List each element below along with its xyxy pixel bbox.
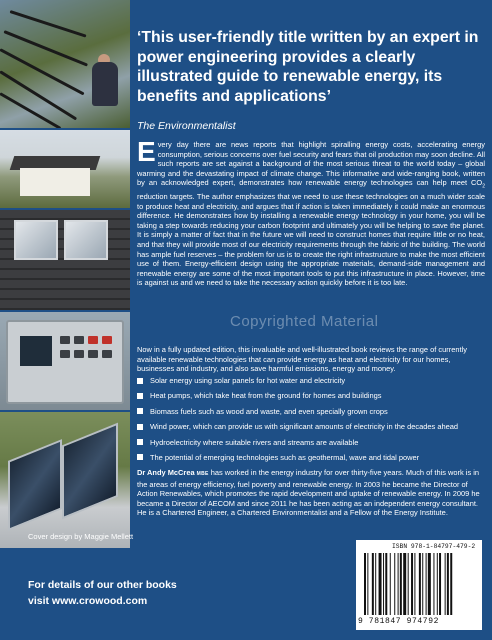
cover-credit: Cover design by Maggie Mellett: [28, 532, 134, 541]
description-text-a: very day there are news reports that highlight spiralling energy costs, accelerating energy consumption, serious concerns over fuel security and fears that oil production may soon decline. All such reports are set against a background of the most serious threat to the world today – global warming and the devastating impact of climate change. This informative and wide-ranging book, written by an acknowledged expert, demonstrates how renewable energy technologies can help meet CO: [137, 140, 485, 188]
isbn-label: ISBN 978-1-84797-479-2: [392, 543, 476, 550]
photo-solar-collectors: [0, 412, 130, 548]
square-bullet-icon: [137, 378, 143, 384]
bullet-item: Wind power, which can provide us with significant amounts of electricity in the decades ahead: [137, 422, 485, 437]
author-bio: [137, 468, 485, 518]
photo-column: [0, 0, 130, 548]
ean-digits: 9 781847 974792: [358, 617, 440, 626]
review-source: The Environmentalist: [137, 120, 236, 132]
photo-roof-solar-panels: [0, 210, 130, 310]
drop-cap: E: [137, 136, 156, 167]
author-name: Dr Andy McCrea: [137, 468, 195, 477]
square-bullet-icon: [137, 424, 143, 430]
bullet-item: Biomass fuels such as wood and waste, and even specially grown crops: [137, 407, 485, 422]
watermark: Copyrighted Material: [230, 313, 379, 330]
description-text-b: reduction targets. The author emphasizes that we need to use these technologies on a much wider scale to produce heat and electricity, and argues that if action is taken immediately it could make an enormous difference. He demonstrates how by installing a renewable energy technology in your home, you will be taking a step towards reducing your carbon footprint and ultimately you will be helping to save the planet. It is simply a matter of fact that in the future we will need to construct homes that require little or no heat, and that they will provide most of our electricity requirements through the fabric of the building. The world has ample fuel reserves – the problem for us is to create the right infrastructure to make the most efficient use of them. Energy-efficient design using the appropriate materials, demand-side management and renewable energy are some of the most important tools to put this infrastructure in place. However, time is against us and we need to take the necessary action quickly before it is too late.: [137, 192, 485, 288]
photo-ground-source-pipes: [0, 0, 130, 128]
details-line-2: visit www.crowood.com: [28, 595, 148, 607]
bullet-item: Solar energy using solar panels for hot water and electricity: [137, 376, 485, 391]
bullet-list: [137, 376, 485, 468]
photo-house: [0, 130, 130, 208]
square-bullet-icon: [137, 454, 143, 460]
square-bullet-icon: [137, 408, 143, 414]
bullet-item: Hydroelectricity where suitable rivers and streams are available: [137, 438, 485, 453]
author-honour: MBE: [196, 471, 209, 477]
barcode-icon: [364, 553, 476, 615]
description-paragraph: [137, 136, 485, 288]
barcode-box: [356, 540, 482, 630]
details-line-1: For details of our other books: [28, 579, 177, 591]
review-quote: ‘This user-friendly title written by an expert in power engineering provides a clearly illustrated guide to renewable energy, its benefits and applications’: [137, 29, 479, 105]
updated-edition-paragraph: Now in a fully updated edition, this invaluable and well-illustrated book reviews the range of currently available renewable technologies that can provide energy as heat and electricity for our homes, businesses and industry, and also save harmful emissions, energy and money.: [137, 345, 467, 374]
author-bio-text: has worked in the energy industry for over thirty-five years. Much of this work is in the areas of energy efficiency, fuel poverty and renewable energy. In 2003 he became the Director of Action Renewables, which promotes the rapid development and uptake of renewable energy. In 2009 he became a Director of AECOM and since 2011 he has been acting as an independent energy consultant. He is a Chartered Engineer, a Chartered Environmentalist and a Fellow of the Energy Institute.: [137, 468, 480, 518]
co2-subscript: 2: [482, 183, 485, 190]
photo-control-panel: [0, 312, 130, 410]
bullet-item: Heat pumps, which take heat from the ground for homes and buildings: [137, 391, 485, 406]
square-bullet-icon: [137, 439, 143, 445]
publisher-details: [28, 577, 177, 609]
bullet-item: The potential of emerging technologies such as geothermal, wave and tidal power: [137, 453, 485, 468]
square-bullet-icon: [137, 393, 143, 399]
